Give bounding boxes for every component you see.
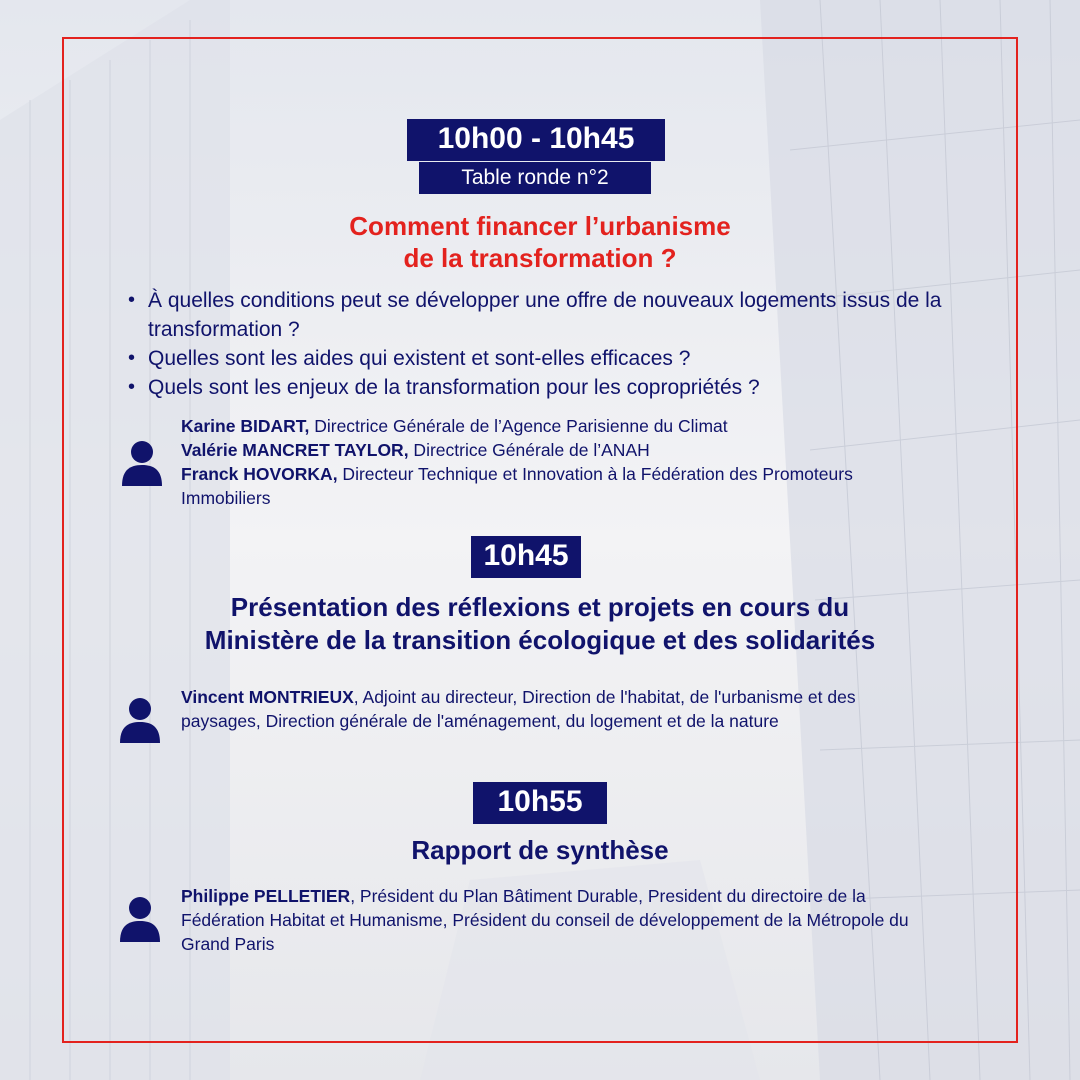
person-icon: [118, 896, 162, 944]
session1-subtitle-badge: Table ronde n°2: [419, 162, 651, 194]
question-item: • Quelles sont les aides qui existent et sont-elles efficaces ?: [128, 344, 948, 373]
session1-question-list: [128, 286, 948, 402]
session1-time-badge: 10h00 - 10h45: [407, 119, 665, 161]
speaker-role: , Président du Plan Bâtiment Durable, President du directoire de la Fédération Habitat et Humanisme, Président du conseil de développement de la Métropole du Grand Paris: [181, 886, 909, 954]
speaker-name: Karine BIDART,: [181, 416, 310, 436]
session1-title-line1: Comment financer l’urbanisme: [349, 211, 731, 241]
speaker-entry: [181, 438, 921, 462]
question-item: • Quels sont les enjeux de la transformation pour les copropriétés ?: [128, 373, 948, 402]
speaker-entry: [181, 414, 921, 438]
speaker-name: Philippe PELLETIER: [181, 886, 351, 906]
speaker-entry: [181, 462, 921, 510]
speaker-name: Franck HOVORKA,: [181, 464, 338, 484]
session3-time-badge: 10h55: [473, 782, 607, 824]
person-icon: [118, 697, 162, 745]
session3-title: Rapport de synthèse: [411, 835, 669, 865]
session2-title-line2: Ministère de la transition écologique et des solidarités: [204, 625, 876, 655]
person-icon: [120, 440, 164, 488]
speaker-role: Directeur Technique et Innovation à la Fédération des Promoteurs Immobiliers: [181, 464, 853, 508]
speaker-role: Directrice Générale de l’ANAH: [408, 440, 650, 460]
session2-title-line1: Présentation des réflexions et projets en cours du: [230, 592, 850, 622]
speaker-role: , Adjoint au directeur, Direction de l'habitat, de l'urbanisme et des paysages, Direction générale de l'aménagement, du logement et de la nature: [181, 687, 856, 731]
session3-speaker: [181, 884, 916, 956]
speaker-name: Valérie MANCRET TAYLOR,: [181, 440, 409, 460]
session2-time-badge: 10h45: [471, 536, 581, 578]
question-item: • À quelles conditions peut se développer une offre de nouveaux logements issus de la transformation ?: [128, 286, 948, 344]
speaker-name: Vincent MONTRIEUX: [181, 687, 354, 707]
session1-speakers: [181, 414, 921, 510]
session1-title-line2: de la transformation ?: [403, 243, 677, 273]
speaker-role: Directrice Générale de l’Agence Parisienne du Climat: [309, 416, 728, 436]
session2-speaker: [181, 685, 881, 733]
